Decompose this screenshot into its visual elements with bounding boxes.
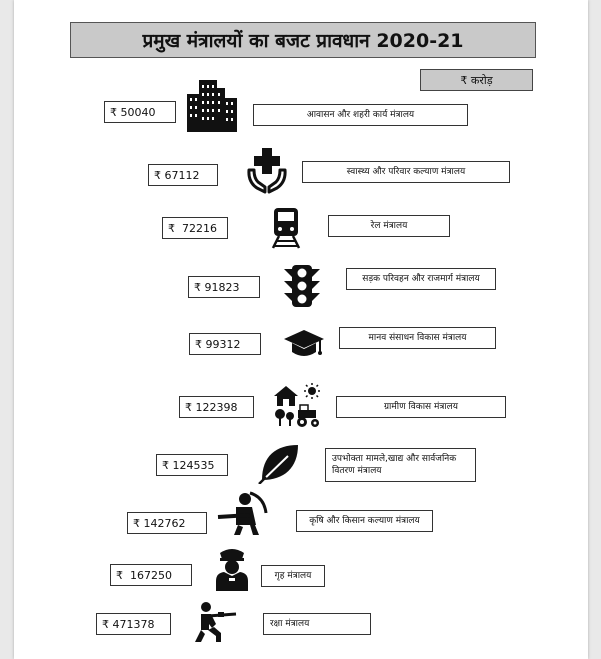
value-box xyxy=(127,512,207,534)
value-text: 124535 xyxy=(172,458,215,472)
ministry-name: रेल मंत्रालय xyxy=(328,215,450,237)
buildings-icon xyxy=(184,78,240,132)
rupee-symbol: ₹ xyxy=(102,617,109,631)
value-box xyxy=(162,217,228,239)
value-text: 99312 xyxy=(205,337,241,351)
train-icon xyxy=(270,206,302,250)
value-text: 122398 xyxy=(195,400,238,414)
page-title: प्रमुख मंत्रालयों का बजट प्रावधान 2020-21 xyxy=(70,22,536,58)
value-box xyxy=(156,454,228,476)
police-icon xyxy=(214,545,250,591)
value-box xyxy=(148,164,218,186)
ministry-name: ग्रामीण विकास मंत्रालय xyxy=(336,396,506,418)
traffic-light-icon xyxy=(282,263,322,309)
ministry-name: सड़क परिवहन और राजमार्ग मंत्रालय xyxy=(346,268,496,290)
ministry-name: कृषि और किसान कल्याण मंत्रालय xyxy=(296,510,433,532)
rupee-symbol: ₹ xyxy=(116,568,123,582)
unit-label: ₹ करोड़ xyxy=(420,69,533,91)
value-text: 91823 xyxy=(204,280,240,294)
rural-village-icon xyxy=(272,382,322,428)
graduation-cap-icon xyxy=(282,326,326,362)
ministry-name: उपभोक्ता मामले,खाद्य और सार्वजनिक वितरण मंत्रालय xyxy=(325,448,476,482)
ministry-name: मानव संसाधन विकास मंत्रालय xyxy=(339,327,496,349)
rupee-symbol: ₹ xyxy=(133,516,140,530)
value-box xyxy=(110,564,192,586)
soldier-icon xyxy=(192,600,238,644)
ministry-name: गृह मंत्रालय xyxy=(261,565,325,587)
health-cross-icon xyxy=(246,146,288,194)
ministry-name: स्वास्थ्य और परिवार कल्याण मंत्रालय xyxy=(302,161,510,183)
value-text: 167250 xyxy=(130,568,172,582)
value-box xyxy=(179,396,254,418)
farmer-icon xyxy=(216,489,270,535)
value-box xyxy=(189,333,261,355)
value-text: 50040 xyxy=(120,105,156,119)
leaf-icon xyxy=(258,442,302,484)
value-box xyxy=(188,276,260,298)
value-text: 142762 xyxy=(143,516,186,530)
rupee-symbol: ₹ xyxy=(110,105,117,119)
rupee-symbol: ₹ xyxy=(168,221,175,235)
ministry-name: आवासन और शहरी कार्य मंत्रालय xyxy=(253,104,468,126)
rupee-symbol: ₹ xyxy=(195,337,202,351)
rupee-symbol: ₹ xyxy=(162,458,169,472)
value-text: 67112 xyxy=(164,168,200,182)
value-box xyxy=(96,613,171,635)
rupee-symbol: ₹ xyxy=(154,168,161,182)
value-box xyxy=(104,101,176,123)
value-text: 471378 xyxy=(112,617,155,631)
rupee-symbol: ₹ xyxy=(194,280,201,294)
ministry-name: रक्षा मंत्रालय xyxy=(263,613,371,635)
value-text: 72216 xyxy=(182,221,217,235)
rupee-symbol: ₹ xyxy=(185,400,192,414)
